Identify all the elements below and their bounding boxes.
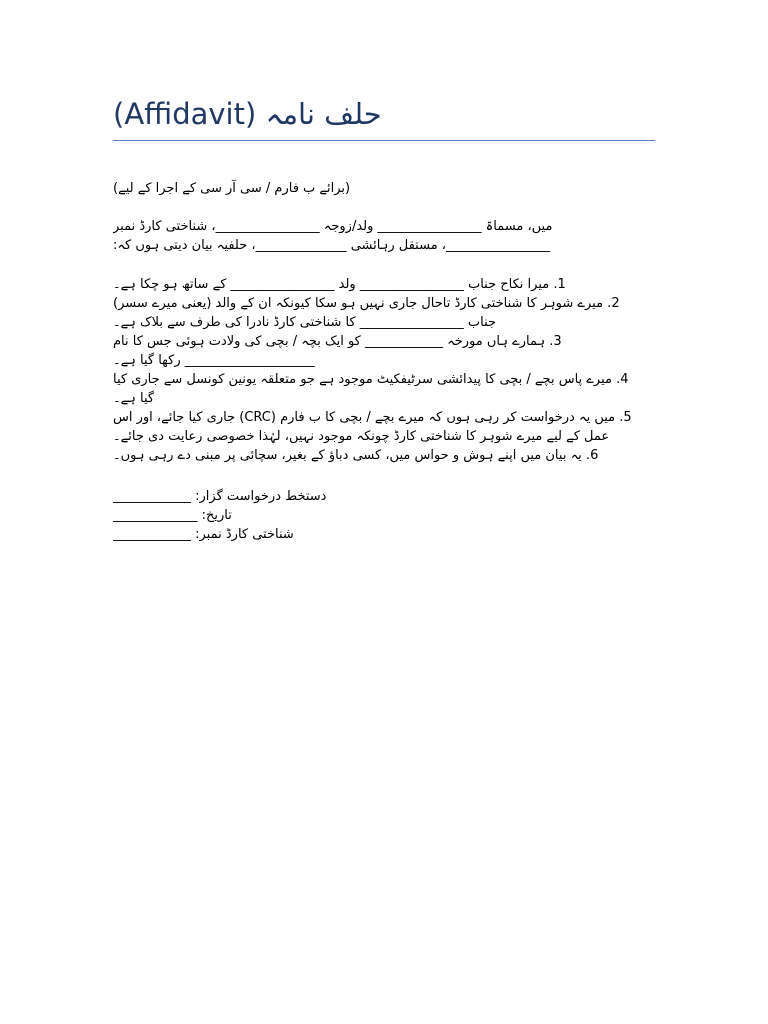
clause-2-line-2: جناب ________________ کا شناختی کارڈ نادرا کی طرف سے بلاک ہے۔ <box>113 315 497 330</box>
clause-2-line-1: 2. میرے شوہر کا شناختی کارڈ تاحال جاری نہیں ہو سکا کیونکہ ان کے والد (یعنی میرے سسر) <box>113 296 620 311</box>
clause-5-line-2: عمل کے لیے میرے شوہر کا شناختی کارڈ چونکہ موجود نہیں، لہٰذا خصوصی رعایت دی جائے۔ <box>113 429 610 444</box>
signature-line: دستخط درخواست گزار: ____________ <box>113 489 327 504</box>
clause-1: 1. میرا نکاح جناب ________________ ولد ________________ کے ساتھ ہو چکا ہے۔ <box>113 277 566 292</box>
clause-5-line-1: 5. میں یہ درخواست کر رہی ہوں کہ میرے بچے / بچی کا ب فارم (CRC) جاری کیا جائے، اور اس <box>113 410 632 425</box>
clause-3-line-2: ____________________ رکھا گیا ہے۔ <box>113 353 315 368</box>
date-line: تاریخ: _____________ <box>113 508 232 523</box>
clause-3-line-1: 3. ہمارے ہاں مورخہ ____________ کو ایک بچہ / بچی کی ولادت ہوئی جس کا نام <box>113 334 562 349</box>
subtitle: (برائے ب فارم / سی آر سی کے اجرا کے لیے) <box>113 181 351 196</box>
clause-4-line-1: 4. میرے پاس بچے / بچی کا پیدائشی سرٹیفکیٹ موجود ہے جو متعلقہ یونین کونسل سے جاری کیا <box>113 372 629 387</box>
clause-4-line-2: گیا ہے۔ <box>113 391 155 406</box>
intro-line-2: ________________، مستقل رہائشی ______________، حلفیہ بیان دیتی ہوں کہ: <box>113 238 550 253</box>
title-divider <box>113 140 655 141</box>
page-title: حلف نامہ (Affidavit) <box>113 97 382 131</box>
cnic-line: شناختی کارڈ نمبر: ____________ <box>113 527 294 542</box>
clause-6: 6. یہ بیان میں اپنے ہوش و حواس میں، کسی دباؤ کے بغیر، سچائی پر مبنی دے رہی ہوں۔ <box>113 448 599 463</box>
intro-line-1: میں، مسماۃ ________________ ولد/زوجہ ________________، شناختی کارڈ نمبر <box>113 219 553 234</box>
